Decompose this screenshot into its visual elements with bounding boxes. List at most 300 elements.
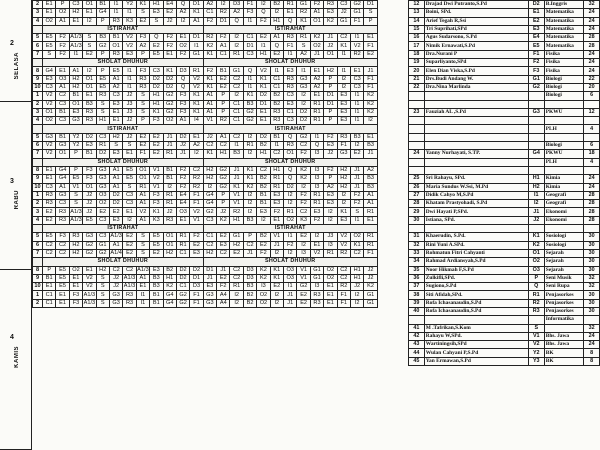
schedule-cell: E3 <box>337 92 350 100</box>
schedule-cell: Y2 <box>123 1 136 9</box>
teacher-name: Drs.Budi Andang W. <box>424 75 528 83</box>
schedule-cell: R1 <box>270 175 283 183</box>
schedule-cell: B3 <box>230 150 243 158</box>
schedule-cell: I3 <box>297 249 310 257</box>
schedule-cell: J2 <box>337 9 350 17</box>
schedule-cell: E3 <box>257 208 270 216</box>
schedule-cell: V1 <box>297 266 310 274</box>
teacher-code <box>528 125 544 133</box>
schedule-cell: I1 <box>350 216 363 224</box>
schedule-cell: I3 <box>324 241 337 249</box>
schedule-cell: A1 <box>217 133 230 141</box>
schedule-cell: E2 <box>136 133 149 141</box>
teacher-number: 15 <box>409 25 425 33</box>
hours-count: 32 <box>584 283 600 291</box>
schedule-cell: C1 <box>230 108 243 116</box>
lesson-period: 7 <box>33 50 43 58</box>
schedule-cell: R3 <box>310 299 323 307</box>
subject-name: Penjasorkes <box>544 291 583 299</box>
hours-count: 24 <box>584 183 600 191</box>
schedule-cell: H2 <box>69 75 82 83</box>
schedule-cell: E1 <box>324 291 337 299</box>
lesson-period <box>33 258 43 266</box>
schedule-cell: P <box>243 233 256 241</box>
schedule-cell: O2 <box>163 117 176 125</box>
schedule-cell: A2 <box>310 83 323 91</box>
schedule-cell: F2 <box>176 183 189 191</box>
teacher-name: Noor Hikmah F,S.Pd <box>424 266 528 274</box>
schedule-cell: I3 <box>257 283 270 291</box>
schedule-cell: F1 <box>190 191 203 199</box>
teacher-row <box>409 125 600 133</box>
lesson-grid <box>32 0 408 308</box>
schedule-cell: E3 <box>270 191 283 199</box>
schedule-cell: V2 <box>136 208 149 216</box>
schedule-cell: H2 <box>337 175 350 183</box>
schedule-cell: R1 <box>284 1 297 9</box>
schedule-cell: E2 <box>123 233 136 241</box>
schedule-cell: I2 <box>297 92 310 100</box>
schedule-cell: Q <box>176 75 189 83</box>
schedule-cell: S <box>136 108 149 116</box>
teacher-row <box>409 258 600 266</box>
break-label: SHOLAT DHUHUR <box>203 59 377 67</box>
schedule-cell: B1 <box>56 108 69 116</box>
schedule-cell: F3 <box>136 34 149 42</box>
schedule-cell: K1 <box>150 208 163 216</box>
teacher-table <box>408 0 600 366</box>
schedule-cell: J1 <box>284 291 297 299</box>
hours-count <box>584 166 600 174</box>
schedule-cell: P <box>324 75 337 83</box>
schedule-cell: B2 <box>257 142 270 150</box>
schedule-row <box>33 283 378 291</box>
schedule-cell: R3 <box>109 50 122 58</box>
lesson-grid-table <box>32 0 378 308</box>
schedule-cell: F2 <box>350 191 363 199</box>
schedule-cell: H2 <box>96 266 109 274</box>
hours-count: 6 <box>584 92 600 100</box>
schedule-cell: I2 <box>337 200 350 208</box>
schedule-cell: G2 <box>203 208 216 216</box>
schedule-cell: P <box>96 67 109 75</box>
schedule-cell: Y2 <box>69 142 82 150</box>
schedule-cell: G4 <box>56 166 69 174</box>
schedule-cell: P <box>96 17 109 25</box>
schedule-cell: I1 <box>257 42 270 50</box>
schedule-cell: O2 <box>324 266 337 274</box>
teacher-name: Dra.Nurani P <box>424 50 528 58</box>
schedule-cell: V2 <box>123 34 136 42</box>
teacher-number: 12 <box>409 1 425 9</box>
teacher-number: 22 <box>409 83 425 91</box>
schedule-cell: F2 <box>270 208 283 216</box>
schedule-cell: C2 <box>337 266 350 274</box>
schedule-cell: A1/3 <box>70 216 82 223</box>
teacher-name: Maria Sundus W.Ssi, M.Pd <box>424 183 528 191</box>
schedule-cell: I2 <box>217 1 230 9</box>
schedule-cell: Q <box>243 67 256 75</box>
schedule-cell: A1 <box>203 92 216 100</box>
schedule-cell: I3 <box>310 283 323 291</box>
schedule-cell: E2 <box>109 208 122 216</box>
schedule-cell: C2 <box>203 142 216 150</box>
schedule-cell: F2 <box>297 150 310 158</box>
schedule-cell: G2 <box>83 249 96 257</box>
hours-count: 22 <box>584 75 600 83</box>
schedule-cell: G4 <box>163 299 176 307</box>
teacher-number: 19 <box>409 59 425 67</box>
schedule-cell: F1 <box>364 83 377 91</box>
hours-count: 28 <box>584 42 600 50</box>
break-label: SHOLAT DHUHUR <box>203 158 377 166</box>
schedule-cell: G4 <box>43 67 56 75</box>
schedule-cell: C2 <box>230 83 243 91</box>
teacher-code: H1 <box>528 175 544 183</box>
schedule-cell: I1 <box>350 100 363 108</box>
teacher-number <box>409 100 425 108</box>
hours-count: 30 <box>584 249 600 257</box>
teacher-number: 35 <box>409 266 425 274</box>
schedule-cell: K1 <box>163 67 176 75</box>
lesson-period: 6 <box>33 142 43 150</box>
schedule-cell: B2 <box>257 233 270 241</box>
schedule-cell: R3 <box>123 291 136 299</box>
schedule-cell: I4 <box>190 117 203 125</box>
schedule-cell: I1 <box>243 17 256 25</box>
schedule-cell: F3 <box>176 108 189 116</box>
teacher-name <box>424 100 528 108</box>
schedule-cell: P <box>136 117 149 125</box>
subject-name: B.Inggris <box>544 1 583 9</box>
teacher-name: Suparliyanto,SPd <box>424 59 528 67</box>
teacher-row <box>409 349 600 357</box>
schedule-cell: F2 <box>217 34 230 42</box>
subject-name: Penjasorkes <box>544 307 583 315</box>
schedule-cell: B2 <box>257 175 270 183</box>
schedule-cell: K1 <box>190 100 203 108</box>
schedule-cell: O2 <box>176 42 189 50</box>
hours-count: 28 <box>584 191 600 199</box>
teacher-row <box>409 283 600 291</box>
schedule-cell: K2 <box>324 17 337 25</box>
schedule-row <box>33 183 378 191</box>
schedule-cell: J2 <box>123 92 136 100</box>
teacher-code: R3 <box>528 307 544 315</box>
teacher-code: D2 <box>528 1 544 9</box>
lesson-period: 4 <box>33 17 43 25</box>
schedule-cell: C2 <box>297 208 310 216</box>
schedule-cell: K1 <box>243 166 256 174</box>
schedule-cell: S <box>136 249 149 257</box>
schedule-cell: R3 <box>56 208 69 216</box>
subject-name: PLH <box>544 158 583 166</box>
schedule-cell: F3 <box>176 92 189 100</box>
teacher-row <box>409 291 600 299</box>
subject-name: PLH <box>544 125 583 133</box>
schedule-cell: B3 <box>83 100 96 108</box>
teacher-number: 42 <box>409 332 425 340</box>
schedule-cell: S <box>123 183 136 191</box>
schedule-cell: V2 <box>43 150 56 158</box>
teacher-code: E1 <box>528 9 544 17</box>
schedule-cell: R3 <box>83 117 96 125</box>
schedule-cell: O1 <box>109 42 122 50</box>
schedule-cell: G1 <box>230 233 243 241</box>
schedule-cell: I2 <box>350 299 363 307</box>
schedule-cell: J1 <box>203 274 216 282</box>
schedule-cell: G2 <box>297 283 310 291</box>
teacher-name: Boini, SPd. <box>424 9 528 17</box>
schedule-cell: J1 <box>163 142 176 150</box>
schedule-cell: B1 <box>270 133 283 141</box>
schedule-cell: V1 <box>69 183 82 191</box>
schedule-cell: G1 <box>337 17 350 25</box>
lesson-period: 3 <box>33 9 43 17</box>
schedule-cell: G3 <box>69 117 82 125</box>
lesson-period: 5 <box>33 34 43 42</box>
schedule-cell: E3 <box>109 150 122 158</box>
schedule-cell: E3 <box>190 249 203 257</box>
schedule-cell: G2 <box>297 133 310 141</box>
schedule-cell: E3 <box>203 283 216 291</box>
teacher-name: Tri Suprihati,SPd <box>424 25 528 33</box>
schedule-cell: I1 <box>123 83 136 91</box>
schedule-cell: I2 <box>243 200 256 208</box>
schedule-cell: E4 <box>176 200 189 208</box>
teacher-name: Didik Cahyo M,S.Pd <box>424 191 528 199</box>
schedule-cell: Q <box>284 17 297 25</box>
teacher-number: 30 <box>409 216 425 224</box>
schedule-cell: R1 <box>270 183 283 191</box>
schedule-cell: S <box>96 291 109 299</box>
schedule-cell: O2 <box>43 17 56 25</box>
schedule-cell: E1 <box>69 274 82 282</box>
schedule-cell: I3 <box>310 150 323 158</box>
schedule-cell: F2 <box>203 67 216 75</box>
schedule-cell: V2 <box>257 67 270 75</box>
schedule-cell: E5 <box>56 283 69 291</box>
schedule-cell: K1 <box>203 150 216 158</box>
schedule-cell: E1 <box>56 299 69 307</box>
teacher-code: J2 <box>528 216 544 224</box>
schedule-cell: D3 <box>230 1 243 9</box>
schedule-cell: E1 <box>69 17 82 25</box>
teacher-row <box>409 50 600 58</box>
break-label: ISTIRAHAT <box>43 125 204 133</box>
schedule-cell: B3 <box>150 283 163 291</box>
schedule-row <box>33 42 378 50</box>
schedule-cell: D1 <box>190 34 203 42</box>
subject-name: Seni Musik <box>544 274 583 282</box>
schedule-cell: R3 <box>43 191 56 199</box>
teacher-number: 39 <box>409 299 425 307</box>
schedule-cell: I2 <box>350 291 363 299</box>
schedule-cell: F3 <box>176 100 189 108</box>
schedule-cell: A1/3 <box>123 283 136 290</box>
lesson-period <box>33 225 43 233</box>
schedule-cell: G2 <box>217 183 230 191</box>
teacher-row <box>409 108 600 116</box>
schedule-cell: R2 <box>337 283 350 291</box>
teacher-row <box>409 34 600 42</box>
schedule-cell: O1 <box>56 150 69 158</box>
schedule-cell: E1 <box>324 283 337 291</box>
schedule-cell: B2 <box>270 100 283 108</box>
schedule-cell: P <box>324 83 337 91</box>
schedule-cell: H2 <box>109 133 122 141</box>
schedule-cell: I1 <box>350 34 363 42</box>
teacher-code <box>528 225 544 233</box>
schedule-cell: P <box>56 1 69 9</box>
schedule-cell: H2 <box>203 166 216 174</box>
teacher-name: Elen Dian Viska,S.Pd <box>424 67 528 75</box>
schedule-cell: D1 <box>217 17 230 25</box>
teacher-number: 31 <box>409 233 425 241</box>
subject-name <box>544 225 583 233</box>
teacher-number: 26 <box>409 183 425 191</box>
schedule-cell: V2 <box>190 208 203 216</box>
schedule-cell: R1 <box>190 67 203 75</box>
schedule-cell: B3 <box>150 274 163 282</box>
schedule-cell: P <box>217 100 230 108</box>
schedule-cell: I1 <box>123 9 136 17</box>
hours-count: 24 <box>584 332 600 340</box>
schedule-cell: C3 <box>109 92 122 100</box>
schedule-cell: R3 <box>83 108 96 116</box>
schedule-cell: J1 <box>350 175 363 183</box>
schedule-cell: E5 <box>43 42 56 50</box>
schedule-cell: G3 <box>203 291 216 299</box>
schedule-cell: G3 <box>96 166 109 174</box>
schedule-cell: E2 <box>150 142 163 150</box>
teacher-name <box>424 166 528 174</box>
teacher-name: Wulan Cahyani P,S.Pd <box>424 349 528 357</box>
schedule-cell: I2 <box>337 191 350 199</box>
hours-count: 30 <box>584 233 600 241</box>
teacher-row <box>409 341 600 349</box>
schedule-cell: B1 <box>83 150 96 158</box>
schedule-cell: V1 <box>230 191 243 199</box>
teacher-number: 17 <box>409 42 425 50</box>
schedule-cell: A1 <box>217 42 230 50</box>
schedule-cell: C3 <box>150 67 163 75</box>
schedule-cell: B3 <box>364 142 377 150</box>
schedule-cell: A4 <box>217 299 230 307</box>
schedule-cell: G3 <box>83 233 96 241</box>
schedule-cell: I1 <box>190 42 203 50</box>
teacher-name: Rofa Ichasanaudin,S.Pd <box>424 307 528 315</box>
schedule-cell: A2 <box>297 50 310 58</box>
teacher-number: 18 <box>409 50 425 58</box>
schedule-cell: A2 <box>203 1 216 9</box>
lesson-period: 1 <box>33 291 43 299</box>
schedule-cell: J2 <box>83 208 96 216</box>
schedule-cell: F3 <box>56 233 69 241</box>
teacher-name: Siti Afidah,SPd. <box>424 291 528 299</box>
schedule-cell: I1 <box>310 133 323 141</box>
schedule-cell: S <box>136 100 149 108</box>
schedule-cell: E5 <box>56 266 69 274</box>
teacher-code: I2 <box>528 200 544 208</box>
schedule-cell: E2 <box>150 249 163 257</box>
subject-name: Biologi <box>544 142 583 150</box>
schedule-cell: G1 <box>364 299 377 307</box>
schedule-cell: K2 <box>364 100 377 108</box>
schedule-cell: R3 <box>136 83 149 91</box>
teacher-code: E3 <box>528 25 544 33</box>
schedule-cell: E5 <box>43 34 56 42</box>
schedule-cell: J2 <box>83 191 96 199</box>
schedule-cell: G2 <box>96 249 109 257</box>
schedule-cell: C2 <box>230 266 243 274</box>
schedule-cell: R1 <box>310 117 323 125</box>
teacher-number <box>409 225 425 233</box>
schedule-cell: E1 <box>176 216 189 224</box>
schedule-cell: B2 <box>270 1 283 9</box>
teacher-row <box>409 225 600 233</box>
schedule-cell: K1 <box>190 92 203 100</box>
schedule-cell: K1 <box>203 50 216 58</box>
schedule-cell: G2 <box>217 175 230 183</box>
hours-count <box>584 316 600 324</box>
schedule-cell: E5 <box>43 233 56 241</box>
schedule-cell: H1 <box>163 274 176 282</box>
schedule-cell: E2 <box>270 283 283 291</box>
day-name: SELASA <box>14 52 20 80</box>
schedule-cell: G4 <box>203 191 216 199</box>
schedule-cell: I1 <box>243 83 256 91</box>
schedule-cell: I1 <box>243 75 256 83</box>
schedule-cell: C3 <box>284 92 297 100</box>
schedule-row <box>33 166 378 174</box>
teacher-row <box>409 216 600 224</box>
schedule-cell: C2 <box>56 249 69 257</box>
schedule-row <box>33 100 378 108</box>
schedule-cell: R1 <box>230 50 243 58</box>
schedule-cell: D2 <box>163 83 176 91</box>
subject-name <box>544 100 583 108</box>
schedule-cell: Q <box>270 42 283 50</box>
schedule-cell: R1 <box>176 233 189 241</box>
schedule-cell: E3 <box>270 200 283 208</box>
schedule-cell: E1 <box>176 34 189 42</box>
lesson-period <box>33 59 43 67</box>
hours-count: 28 <box>584 34 600 42</box>
schedule-cell: S <box>136 241 149 249</box>
schedule-cell: J2 <box>364 266 377 274</box>
teacher-code: K1 <box>528 233 544 241</box>
hours-count: 24 <box>584 175 600 183</box>
schedule-cell: E2 <box>350 150 363 158</box>
schedule-cell: Q <box>230 17 243 25</box>
schedule-cell: A1 <box>136 200 149 208</box>
schedule-cell: E2 <box>217 75 230 83</box>
schedule-cell: Q <box>176 1 189 9</box>
hours-count: 24 <box>584 25 600 33</box>
schedule-cell: K2 <box>257 274 270 282</box>
schedule-row <box>33 75 378 83</box>
schedule-cell: I1 <box>284 283 297 291</box>
schedule-cell: R3 <box>284 75 297 83</box>
break-row <box>33 158 378 166</box>
schedule-cell: B1 <box>150 291 163 299</box>
schedule-cell: V1 <box>150 183 163 191</box>
schedule-cell: D1 <box>257 100 270 108</box>
schedule-cell: G1 <box>310 266 323 274</box>
schedule-cell: K1 <box>337 208 350 216</box>
schedule-cell: I1 <box>123 75 136 83</box>
